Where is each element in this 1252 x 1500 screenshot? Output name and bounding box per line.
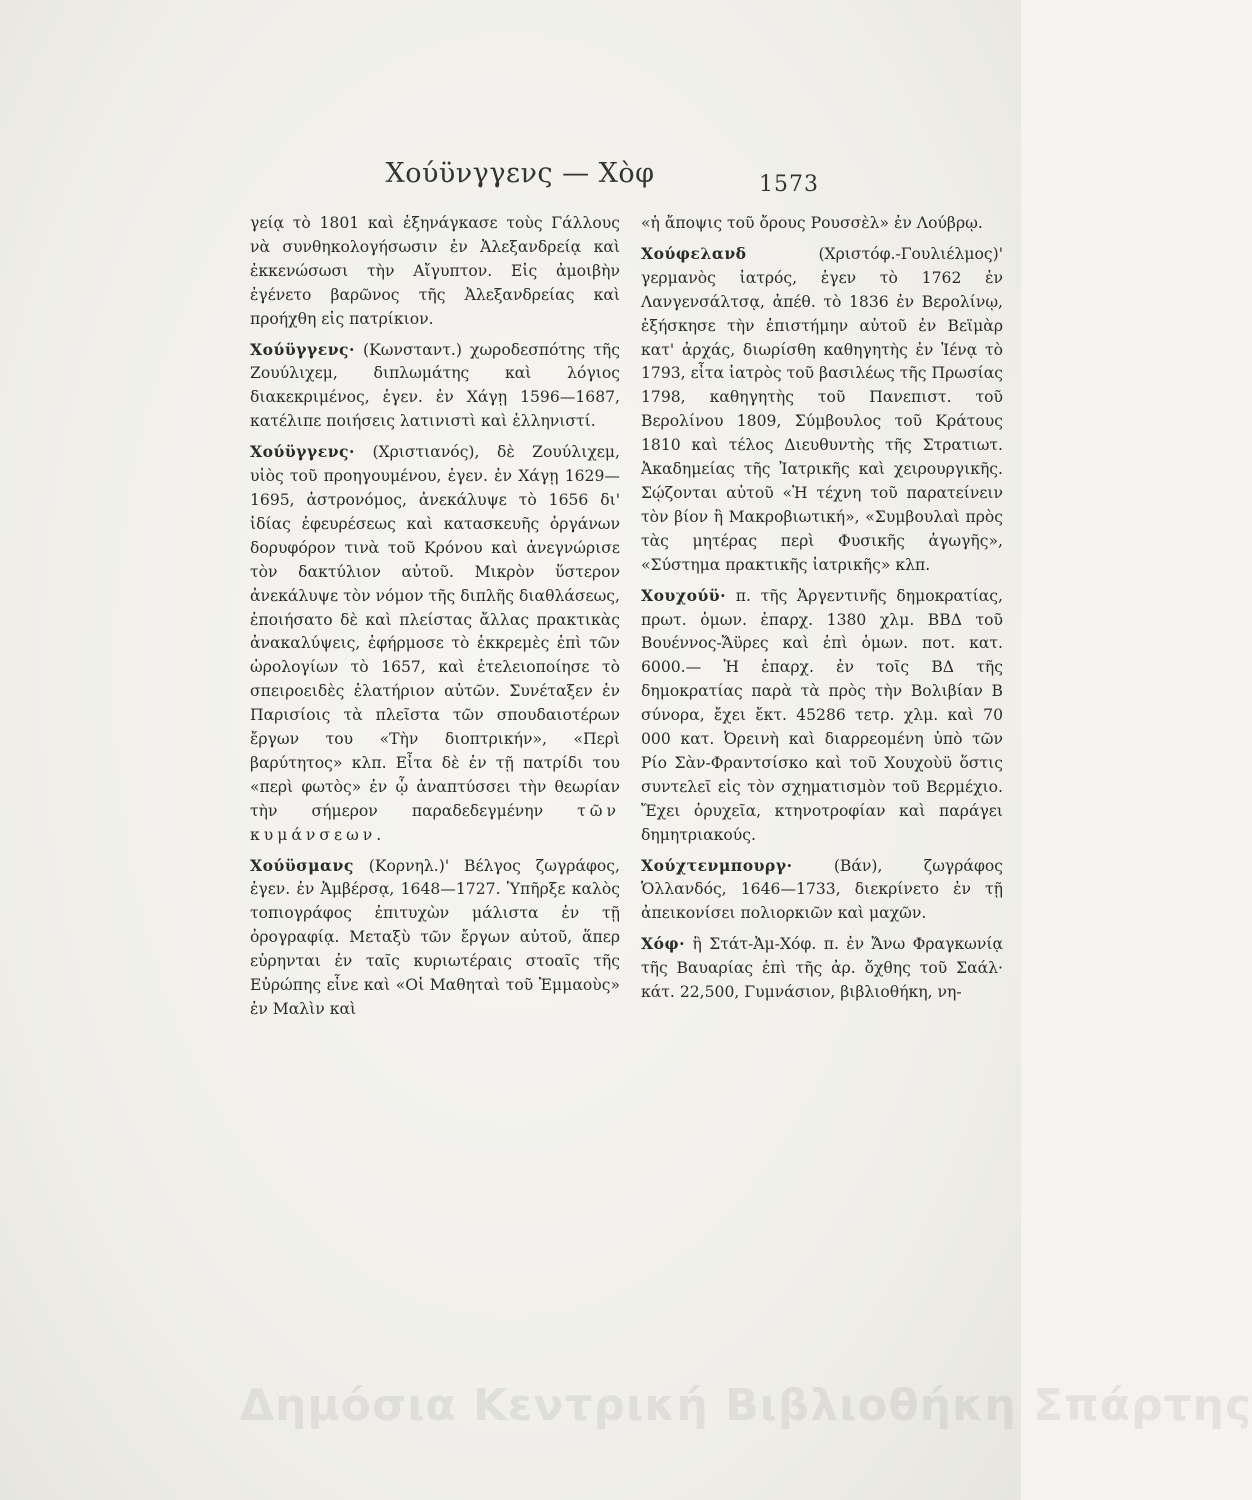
entry-headword: Χούφελανδ (641, 243, 747, 263)
entry-headword: Χούχτενμπουργ· (641, 855, 793, 875)
entry-continuation (250, 212, 620, 332)
entry-text: (Βάν), ζωγράφος Ὁλλανδός, 1646—1733, διεκρίνετο ἐν τῇ ἀπεικονίσει πολιορκιῶν καὶ μαχῶν. (641, 856, 1003, 923)
entry-text: (Χριστιανός), δὲ Ζουύλιχεμ, υἱὸς τοῦ προηγουμένου, ἐγεν. ἐν Χάγῃ 1629—1695, ἀστρονόμος, ἀνεκάλυψε τὸ 1656 δι' ἰδίας ἐφευρέσεως καὶ κατασκευῆς ὀργάνων δορυφόρον τινὰ τοῦ Κρόνου καὶ ἀνεγνώρισε τὸν δακτύλιον αὐτοῦ. Μικρὸν ὕστερον ἀνεκάλυψε τὸν νόμον τῆς διπλῆς διαθλάσεως, ἐποιήσατο δὲ καὶ πλείστας ἄλλας πρακτικὰς ἀνακαλύψεις, ἐφήρμοσε τὸ ἐκκρεμὲς ἐπὶ τῶν ὡρολογίων τὸ 1657, καὶ ἐτελειοποίησε τὸ σπειροειδὲς ἐλατήριον αὐτῶν. Συνέταξεν ἐν Παρισίοις τὰ πλεῖστα τῶν σπουδαιοτέρων ἔργων του «Τὴν διοπτρικήν», «Περὶ βαρύτητος» κλπ. Εἶτα δὲ ἐν τῇ πατρίδι του «περὶ φωτὸς» ἐν ᾧ ἀναπτύσσει τὴν θεωρίαν τὴν σήμερον παραδεδεγμένην (250, 443, 620, 820)
left-column (250, 212, 620, 1023)
entry-jujuy (641, 584, 1003, 848)
entry-headword: Χούϋγγενς· (250, 442, 355, 462)
entry-text: ἢ Στάτ-Ἀμ-Χόφ. π. ἐν Ἄνω Φραγκωνίᾳ τῆς Βαυαρίας ἐπὶ τῆς ἀρ. ὄχθης τοῦ Σαάλ· κάτ. 22,500, Γυμνάσιον, βιβλιοθήκη, νη- (641, 935, 1003, 1002)
entry-headword: Χούϋσμανς (250, 855, 354, 875)
right-column (641, 212, 1003, 1006)
entry-text: (Χριστόφ.-Γουλιέλμος)' γερμανὸς ἰατρός, ἐγεν τὸ 1762 ἐν Λανγενσάλτσᾳ, ἀπέθ. τὸ 1836 ἐν Βερολίνῳ, ἐξήσκησε τὴν ἐπιστήμην αὐτοῦ ἐν Βεϊμὰρ κατ' ἀρχάς, διωρίσθη καθηγητὴς ἐν Ἰένᾳ τὸ 1793, εἶτα ἰατρὸς τοῦ βασιλέως τῆς Πρωσίας 1798, καθηγητὴς τοῦ Πανεπιστ. τοῦ Βερολίνου 1809, Σύμβουλος τοῦ Κράτους 1810 καὶ τέλος Διευθυντὴς τῆς Στρατιωτ. Ἀκαδημείας τῆς Ἰατρικῆς καὶ χειρουργικῆς. Σῴζονται αὐτοῦ «Ἡ τέχνη τοῦ παρατείνειν τὸν βίον ἢ Μακροβιωτική», «Συμβουλαὶ πρὸς τὰς μητέρας περὶ Φυσικῆς ἀγωγῆς», «Σύστημα πρακτικῆς ἰατρικῆς» κλπ. (641, 244, 1003, 574)
entry-huchtenburg (641, 854, 1003, 927)
entry-headword: Χόφ· (641, 934, 686, 954)
entry-huysmans (250, 854, 620, 1022)
entry-continuation (641, 212, 1003, 236)
entry-text: (Κορνηλ.)' Βέλγος ζωγράφος, ἐγεν. ἐν Ἀμβέρσᾳ, 1648—1727. Ὑπῆρξε καλὸς τοπιογράφος ἐπιτυχὼν μάλιστα ἐν τῇ ὀρογραφίᾳ. Μεταξὺ τῶν ἔργων αὐτοῦ, ἅπερ εὑρηνται ἐν ταῖς κυριωτέραις στοαῖς τῆς Εὐρώπης εἶνε καὶ «Οἱ Μαθηταὶ τοῦ Ἐμμαοὺς» ἐν Μαλὶν καὶ (250, 856, 620, 1018)
entry-spaced-tail: τῶν κυμάνσεων. (250, 801, 620, 844)
entry-text: «ἡ ἄποψις τοῦ ὄρους Ρουσσὲλ» ἐν Λούβρῳ. (641, 214, 983, 232)
entry-text: γείᾳ τὸ 1801 καὶ ἐξηνάγκασε τοὺς Γάλλους νὰ συνθηκολογήσωσιν ἐν Ἀλεξανδρείᾳ καὶ ἐκκενώσωσι τὴν Αἴγυπτον. Εἰς ἀμοιβὴν ἐγένετο βαρῶνος τῆς Ἀλεξανδρείας καὶ προήχθη εἰς πατρίκιον. (250, 214, 620, 328)
running-header: Χούϋνγγενς — Χὸφ (385, 158, 655, 189)
entry-hufeland (641, 242, 1003, 578)
entry-hof (641, 932, 1003, 1005)
entry-text: π. τῆς Ἀργεντινῆς δημοκρατίας, πρωτ. ὁμων. ἐπαρχ. 1380 χλμ. ΒΒΔ τοῦ Βουέννος-Ἄϋρες καὶ ἐπὶ ὁμων. ποτ. κατ. 6000.— Ἡ ἐπαρχ. ἐν τοῖς ΒΔ τῆς δημοκρατίας παρὰ τὰ πρὸς τὴν Βολιβίαν Β σύνορα, ἔχει ἔκτ. 45286 τετρ. χλμ. καὶ 70 000 κατ. Ὀρεινὴ καὶ διαρρεομένη ὑπὸ τῶν Ρίο Σὰν-Φραντσίσκο καὶ τοῦ Χουχοὺϋ ὅστις συντελεῖ εἰς τὸν σχηματισμὸν τοῦ Βερμέχιο. Ἔχει ὀρυχεῖα, κτηνοτροφίαν καὶ παράγει δημητριακούς. (641, 586, 1003, 844)
entry-text: (Κωνσταντ.) χωροδεσπότης τῆς Ζουύλιχεμ, διπλωμάτης καὶ λόγιος διακεκριμένος, ἐγεν. ἐν Χάγῃ 1596—1687, κατέλιπε ποιήσεις λατινιστὶ καὶ ἑλληνιστί. (250, 340, 620, 431)
page-number: 1573 (759, 172, 819, 197)
entry-headword: Χούϋγγενς· (250, 339, 355, 359)
entry-huygens-christiaan (250, 440, 620, 847)
entry-huygens-constantijn (250, 338, 620, 435)
library-watermark: Δημόσια Κεντρική Βιβλιοθήκη Σπάρτης (240, 1380, 1252, 1431)
entry-headword: Χουχούϋ· (641, 585, 727, 605)
